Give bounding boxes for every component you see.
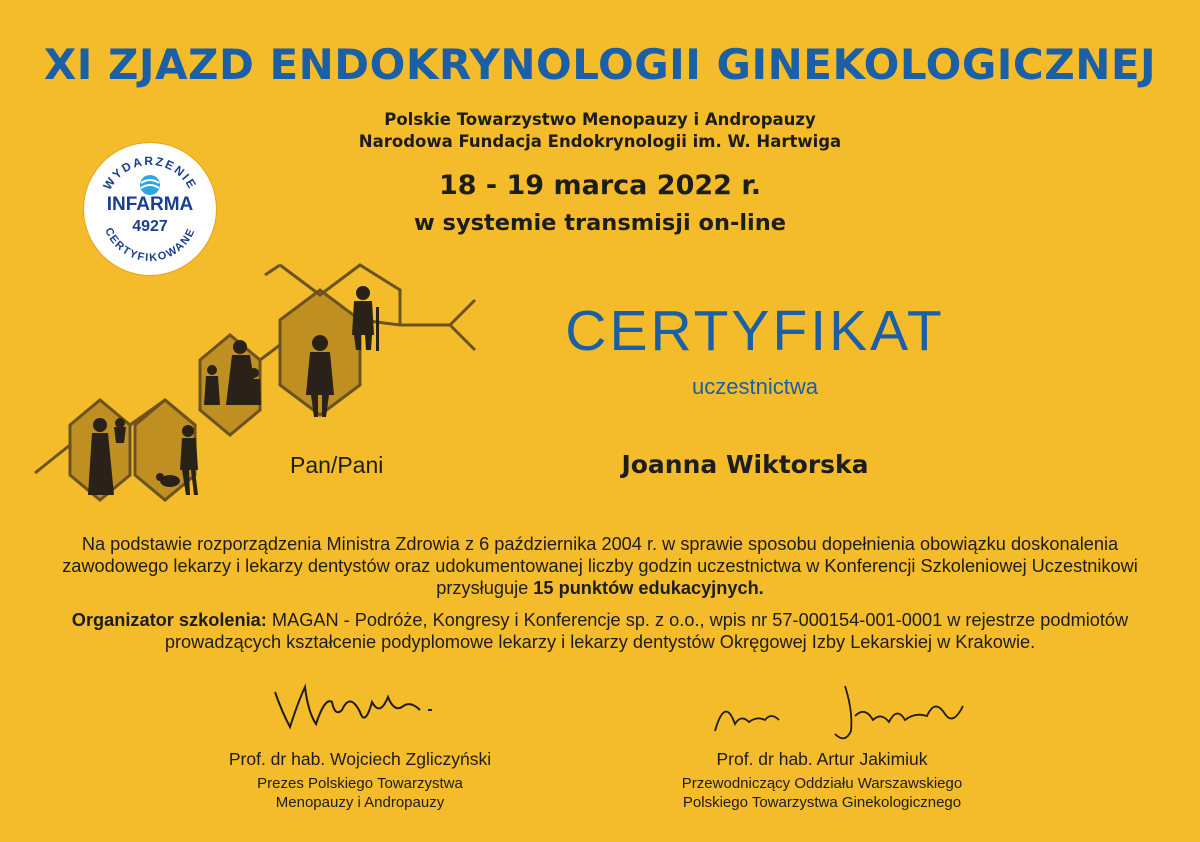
organizer-line-2: Narodowa Fundacja Endokrynologii im. W. Hartwiga	[358, 132, 842, 151]
badge-bottom-text: CERTYFIKOWANE	[102, 225, 198, 265]
signatory-2-role-line-2: Polskiego Towarzystwa Ginekologicznego	[682, 794, 962, 811]
organizer-details: MAGAN - Podróże, Kongresy i Konferencje sp. z o.o., wpis nr 57-000154-001-0001 w rejestrze podmiotów prowadzących kształcenie podyplomowe lekarzy i lekarzy dentystów Okręgowej Izby Lekarskiej w Krakowie.	[164, 610, 1129, 652]
education-points: 15 punktów edukacyjnych.	[533, 578, 764, 598]
signatory-2-name: Prof. dr hab. Artur Jakimiuk	[716, 749, 928, 769]
certificate-heading: CERTYFIKAT	[565, 299, 945, 363]
salutation: Pan/Pani	[290, 452, 384, 478]
badge-number: 4927	[132, 218, 168, 235]
elderly-man-with-cane-icon	[352, 286, 379, 351]
organizer-text	[60, 609, 1140, 653]
event-dates: 18 - 19 marca 2022 r.	[438, 170, 762, 201]
signatory-1-role-line-2: Menopauzy i Andropauzy	[275, 794, 445, 811]
globe-icon	[140, 175, 160, 195]
badge-brand: INFARMA	[106, 194, 194, 215]
participant-name: Joanna Wiktorska	[621, 450, 869, 479]
badge-top-text: WYDARZENIE	[100, 153, 200, 193]
signatory-1-role-line-1: Prezes Polskiego Towarzystwa	[257, 775, 463, 792]
signatory-2-role-line-1: Przewodniczący Oddziału Warszawskiego	[681, 775, 963, 792]
signatory-1-name: Prof. dr hab. Wojciech Zgliczyński	[228, 749, 492, 769]
organizer-label: Organizator szkolenia:	[71, 610, 267, 630]
certificate-subheading: uczestnictwa	[692, 374, 818, 399]
event-mode: w systemie transmisji on-line	[413, 210, 787, 236]
legal-body: Na podstawie rozporządzenia Ministra Zdrowia z 6 października 2004 r. w sprawie sposobu dopełnienia obowiązku doskonalenia zawodowego lekarzy i lekarzy dentystów oraz udokumentowanej liczby godzin uczestnictwa w Konferencji Szkoleniowej Uczestnikowi przysługuje	[62, 534, 1138, 598]
signature-zglicznski	[270, 672, 470, 742]
signature-jakimiuk	[705, 676, 975, 746]
event-title: XI ZJAZD ENDOKRYNOLOGII GINEKOLOGICZNEJ	[43, 40, 1157, 89]
legal-text	[60, 533, 1140, 599]
family-hexagon-graphic	[30, 255, 510, 505]
organizer-line-1: Polskie Towarzystwo Menopauzy i Andropauzy	[384, 110, 816, 129]
